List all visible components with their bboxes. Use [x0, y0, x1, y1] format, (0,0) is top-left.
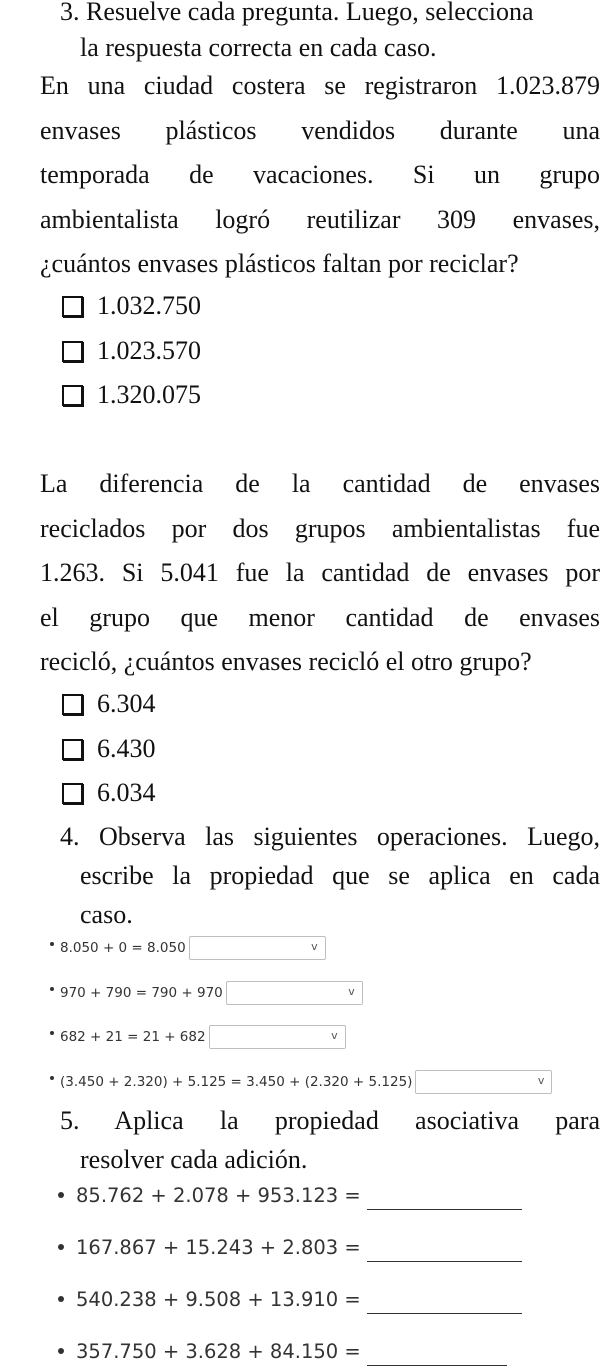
- problem-1-option-3[interactable]: [62, 380, 201, 410]
- operation-text: (3.450 + 2.320) + 5.125 = 3.450 + (2.320 + 5.125): [60, 1074, 413, 1090]
- chevron-down-icon: v: [537, 1074, 545, 1087]
- section-4-heading: [60, 817, 600, 934]
- checkbox[interactable]: [62, 341, 83, 362]
- problem-2-line: reciclados por dos grupos ambientalistas fue: [40, 513, 600, 543]
- addition-text: 85.762 + 2.078 + 953.123 =: [76, 1183, 361, 1207]
- addition-text: 357.750 + 3.628 + 84.150 =: [76, 1339, 361, 1363]
- checkbox[interactable]: [62, 783, 83, 804]
- option-label: 6.034: [97, 778, 156, 807]
- option-label: 6.430: [97, 734, 156, 763]
- problem-2-line: recicló, ¿cuántos envases recicló el otro grupo?: [40, 647, 532, 676]
- problem-1-line: envases plásticos vendidos durante una: [40, 115, 600, 145]
- property-dropdown-4[interactable]: [415, 1070, 552, 1094]
- section-4-heading-line-2: escribe la propiedad que se aplica en cada: [80, 861, 600, 890]
- operation-row-4: [50, 1068, 552, 1096]
- option-label: 1.320.075: [97, 380, 201, 409]
- problem-2-line: La diferencia de la cantidad de envases: [40, 469, 600, 498]
- section-4-heading-line-3: caso.: [80, 900, 133, 929]
- operation-row-2: [50, 979, 363, 1007]
- checkbox[interactable]: [62, 739, 83, 760]
- problem-2-line: el grupo que menor cantidad de envases: [40, 602, 600, 632]
- section-4-heading-line-1: 4. Observa las siguientes operaciones. Luego,: [60, 822, 600, 851]
- problem-1-line: temporada de vacaciones. Si un grupo: [40, 160, 600, 189]
- addition-text: 167.867 + 15.243 + 2.803 =: [76, 1235, 361, 1259]
- chevron-down-icon: v: [331, 1029, 338, 1042]
- chevron-down-icon: v: [348, 985, 355, 998]
- option-label: 1.032.750: [97, 291, 201, 320]
- answer-blank-1[interactable]: [367, 1189, 522, 1210]
- addition-row-3: [58, 1282, 522, 1316]
- bullet-icon: [58, 1296, 64, 1302]
- problem-1-option-1[interactable]: [62, 291, 201, 321]
- bullet-icon: [50, 1031, 54, 1035]
- property-dropdown-3[interactable]: [209, 1025, 346, 1049]
- answer-blank-3[interactable]: [367, 1293, 522, 1314]
- option-label: 1.023.570: [97, 336, 201, 365]
- problem-1-option-2[interactable]: [62, 336, 201, 366]
- answer-blank-2[interactable]: [367, 1241, 522, 1262]
- section-5-heading-line-1: 5. Aplica la propiedad asociativa para: [60, 1106, 600, 1135]
- answer-blank-4[interactable]: [367, 1345, 507, 1366]
- section-3-heading-line-2: la respuesta correcta en cada caso.: [80, 33, 437, 62]
- problem-1-line: ¿cuántos envases plásticos faltan por reciclar?: [40, 249, 519, 278]
- addition-row-2: [58, 1230, 522, 1264]
- section-5-heading: [60, 1101, 600, 1179]
- section-3-heading-line-1: 3. Resuelve cada pregunta. Luego, selecciona: [60, 0, 534, 26]
- property-dropdown-2[interactable]: [226, 981, 363, 1005]
- bullet-icon: [50, 942, 54, 946]
- bullet-icon: [58, 1192, 64, 1198]
- problem-2-line: 1.263. Si 5.041 fue la cantidad de envases por: [40, 558, 600, 587]
- problem-1-line: ambientalista logró reutilizar 309 envases,: [40, 204, 600, 234]
- bullet-icon: [50, 987, 54, 991]
- checkbox[interactable]: [62, 296, 83, 317]
- problem-2-option-3[interactable]: [62, 778, 156, 808]
- addition-row-1: [58, 1178, 522, 1212]
- bullet-icon: [50, 1076, 54, 1080]
- operation-row-1: [50, 934, 326, 962]
- problem-2-option-2[interactable]: [62, 734, 156, 764]
- operation-text: 682 + 21 = 21 + 682: [60, 1029, 206, 1045]
- operation-text: 8.050 + 0 = 8.050: [60, 940, 186, 956]
- operation-row-3: [50, 1023, 346, 1051]
- checkbox[interactable]: [62, 694, 83, 715]
- problem-2-option-1[interactable]: [62, 689, 156, 719]
- problem-1-text: [40, 64, 600, 287]
- addition-row-4: [58, 1334, 507, 1368]
- bullet-icon: [58, 1244, 64, 1250]
- chevron-down-icon: v: [311, 940, 318, 953]
- property-dropdown-1[interactable]: [189, 936, 326, 960]
- section-5-heading-line-2: resolver cada adición.: [80, 1145, 308, 1174]
- problem-2-text: [40, 462, 600, 685]
- operation-text: 970 + 790 = 790 + 970: [60, 985, 223, 1001]
- bullet-icon: [58, 1348, 64, 1354]
- addition-text: 540.238 + 9.508 + 13.910 =: [76, 1287, 361, 1311]
- problem-1-line: En una ciudad costera se registraron 1.023.879: [40, 71, 600, 100]
- checkbox[interactable]: [62, 385, 83, 406]
- option-label: 6.304: [97, 689, 156, 718]
